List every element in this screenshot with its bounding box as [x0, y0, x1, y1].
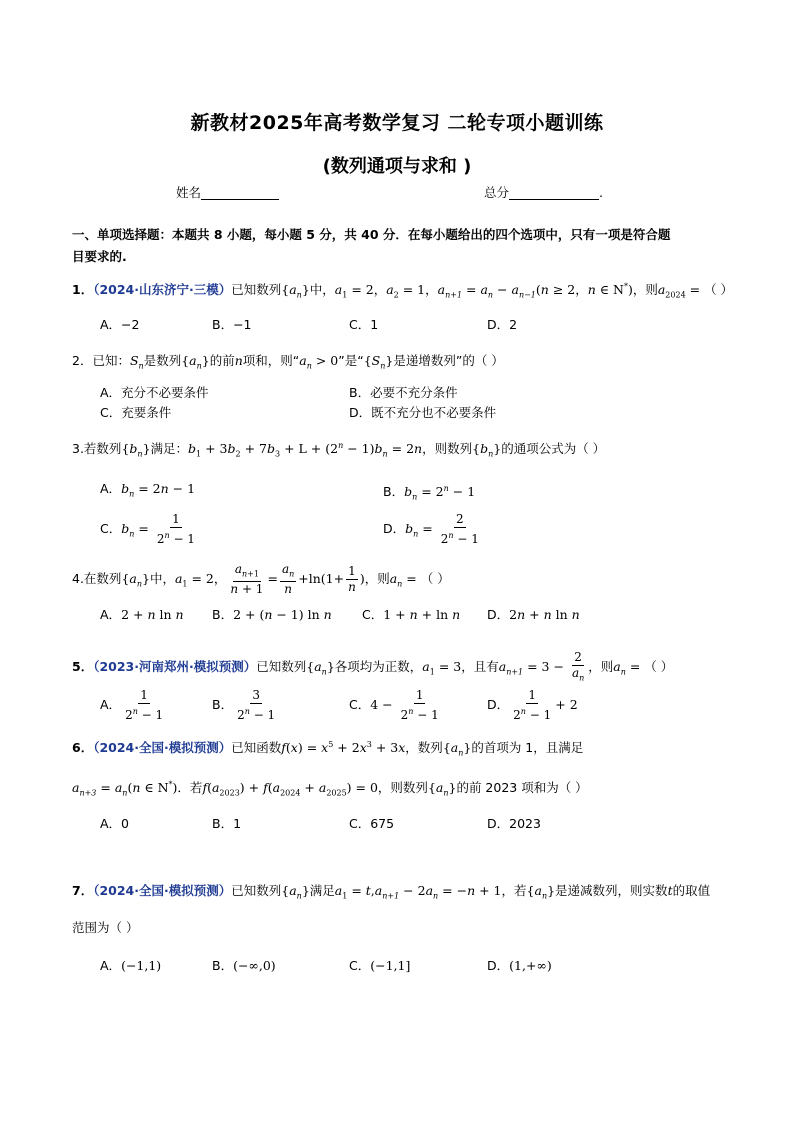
q3-option-a[interactable]: A．$b_n = 2n - 1$	[100, 481, 196, 499]
page-subtitle: (数列通项与求和 )	[322, 156, 472, 177]
q1-option-d[interactable]: D．2	[487, 317, 518, 332]
q5-text: 已知数列	[256, 659, 307, 675]
q2-text: 2．已知：	[72, 353, 130, 368]
name-blank	[201, 185, 279, 200]
q4-option-b[interactable]: B．2 + (n − 1) ln n	[212, 607, 332, 622]
name-field	[176, 184, 279, 202]
question-1-stem	[72, 278, 733, 305]
score-field	[484, 184, 603, 202]
q1-target: $a_{2024}$ =	[657, 282, 705, 300]
q4-option-d[interactable]: D．2n + n ln n	[487, 607, 580, 622]
q2-text: ”是“	[338, 353, 364, 368]
section-heading: 一、单项选择题：本题共 8 小题，每小题 5 分，共 40 分．在每小题给出的四个选项中，只有一项是符合题	[72, 227, 671, 242]
q2-text: 项和，则“	[242, 353, 300, 368]
q7-option-c[interactable]: C．(−1,1]	[349, 958, 411, 973]
q1-text: 已知数列	[231, 282, 282, 298]
q5-option-c[interactable]: C．4 − $\frac{1}{2^n - 1}$	[349, 688, 439, 722]
q7-text: ，若	[501, 883, 527, 898]
q6-text: 的首项为 1，且满足	[471, 740, 584, 756]
q2-text: 是递增数列”的（ ）	[393, 353, 504, 368]
name-label: 姓名	[176, 185, 202, 200]
question-6-stem-cont: $a_{n+3} = a_n(n$ ∈ N*)．若$f(a_{2023}) + f(a_{2024} + a_{2025}) = 0$，则数列$\{a_n\}$的前 2023 项和为（ ）	[72, 780, 588, 798]
q3-option-b[interactable]: B．$b_n = 2^n - 1$	[383, 484, 476, 502]
q1-number: 1．	[72, 282, 94, 298]
q4-text: 中，	[149, 571, 175, 587]
q5-number: 5．	[72, 659, 94, 675]
q5-option-a[interactable]: A． $\frac{1}{2^n - 1}$	[100, 688, 164, 722]
q3-text: 满足：	[150, 441, 189, 457]
q4-text: ，则	[364, 571, 390, 587]
q7-option-a[interactable]: A．(−1,1)	[100, 958, 162, 973]
q5-source: （2023·河南郑州·模拟预测）	[93, 659, 257, 675]
q6-text: ，数列	[405, 740, 443, 756]
q1-formula: $a_1 = 2$，$a_2 = 1$，$a_{n+1} = a_n - a_{n-1}(n \ge 2$，n ∈ N*)	[334, 282, 633, 300]
q4-text: （ ）	[420, 571, 450, 587]
q7-text: 已知数列	[231, 883, 282, 898]
q6-text: ，则数列	[377, 780, 428, 796]
q2-text: 的前	[209, 353, 235, 368]
q2-option-d[interactable]: D．既不充分也不必要条件	[349, 405, 497, 420]
q7-text: 满足	[309, 883, 335, 898]
q7-source: （2024·全国·模拟预测）	[93, 883, 232, 898]
question-6-stem: 6．（2024·全国·模拟预测）已知函数$f(x) = x^5 + 2x^3 + 3x$，数列$\{a_n\}$的首项为 1，且满足	[72, 740, 584, 758]
q2-option-b[interactable]: B．必要不充分条件	[349, 385, 458, 400]
q5-text: ，且有	[461, 659, 499, 675]
q6-option-c[interactable]: C．675	[349, 816, 395, 831]
q6-text: ．若	[177, 780, 203, 796]
q3-text: ，则数列	[422, 441, 473, 457]
q3-option-c[interactable]: C．$b_n$ = $\frac{1}{2^n - 1}$	[100, 512, 195, 546]
q1-text: （ ）	[704, 282, 734, 298]
q6-option-a[interactable]: A．0	[100, 816, 130, 831]
q7-stem-cont: 范围为（ ）	[72, 920, 139, 935]
section-heading-cont: 目要求的.	[72, 249, 127, 264]
q5-option-d[interactable]: D． $\frac{1}{2^n - 1}$ + 2	[487, 688, 578, 722]
score-blank	[509, 185, 599, 200]
page-title: 新教材2025年高考数学复习 二轮专项小题训练	[190, 112, 604, 134]
q2-option-c[interactable]: C．充要条件	[100, 405, 172, 420]
q2-text: 是数列	[143, 353, 182, 368]
q5-option-b[interactable]: B． $\frac{3}{2^n - 1}$	[212, 688, 276, 722]
score-end: .	[599, 185, 603, 200]
q4-option-c[interactable]: C．1 + n + ln n	[362, 607, 461, 622]
q1-option-a[interactable]: A．−2	[100, 317, 140, 332]
q4-text: 4.在数列	[72, 571, 122, 587]
q5-text: （ ）	[644, 659, 674, 675]
q1-text: ，则	[632, 282, 658, 298]
q2-option-a[interactable]: A．充分不必要条件	[100, 385, 209, 400]
q6-number: 6．	[72, 740, 94, 756]
q7-text: 的取值	[672, 883, 711, 898]
q6-option-d[interactable]: D．2023	[487, 816, 541, 831]
q6-text: 已知函数	[231, 740, 282, 756]
q7-option-b[interactable]: B．(−∞,0)	[212, 958, 276, 973]
q6-text: 的前 2023 项和为（ ）	[456, 780, 588, 796]
question-2-stem: 2．已知：$S_n$是数列$\{a_n\}$的前n项和，则“$a_n > 0$”是“$\{S_n\}$是递增数列”的（ ）	[72, 353, 504, 371]
q4-option-a[interactable]: A．2 + n ln n	[100, 607, 184, 622]
question-4-stem: 4.在数列$\{a_n\}$中，$a_1 = 2$， $\frac{a_{n+1}}{n + 1}$ = $\frac{a_n}{n}$ +ln(1+ $\frac{1}{n}$ )，则$a_n$ = （ ）	[72, 562, 450, 597]
q3-text: 的通项公式为（ ）	[501, 441, 606, 457]
q3-option-d[interactable]: D．$b_n$ = $\frac{2}{2^n - 1}$	[383, 512, 479, 546]
score-label: 总分	[484, 185, 510, 200]
q5-text: 各项均为正数，	[334, 659, 423, 675]
q3-text: 3.若数列	[72, 441, 122, 457]
q6-option-b[interactable]: B．1	[212, 816, 242, 831]
q1-source: （2024·山东济宁·三模）	[93, 282, 232, 298]
q1-seq: $\{a_n\}$	[281, 282, 310, 300]
question-3-stem: 3.若数列$\{b_n\}$满足：$b_1 + 3b_2 + 7b_3 + L + (2^n - 1)b_n = 2n$，则数列$\{b_n\}$的通项公式为（ ）	[72, 441, 606, 459]
q7-text: 是递减数列，则实数	[555, 883, 668, 898]
q5-text: ，则	[588, 659, 614, 675]
q7-number: 7．	[72, 883, 94, 898]
q6-source: （2024·全国·模拟预测）	[93, 740, 232, 756]
q1-option-c[interactable]: C．1	[349, 317, 379, 332]
question-5-stem: 5．（2023·河南郑州·模拟预测）已知数列$\{a_n\}$各项均为正数，$a_1 = 3$，且有$a_{n+1} = 3$ − $\frac{2}{a_n}$ ，则$a_n$ = （ ）	[72, 650, 674, 683]
q1-text: 中，	[309, 282, 335, 298]
q1-option-b[interactable]: B．−1	[212, 317, 252, 332]
question-7-stem: 7．（2024·全国·模拟预测）已知数列$\{a_n\}$满足$a_1 = t,a_{n+1} - 2a_n = -n + 1$，若$\{a_n\}$是递减数列，则实数t的取值	[72, 883, 711, 901]
q7-option-d[interactable]: D．(1,+∞)	[487, 958, 552, 973]
